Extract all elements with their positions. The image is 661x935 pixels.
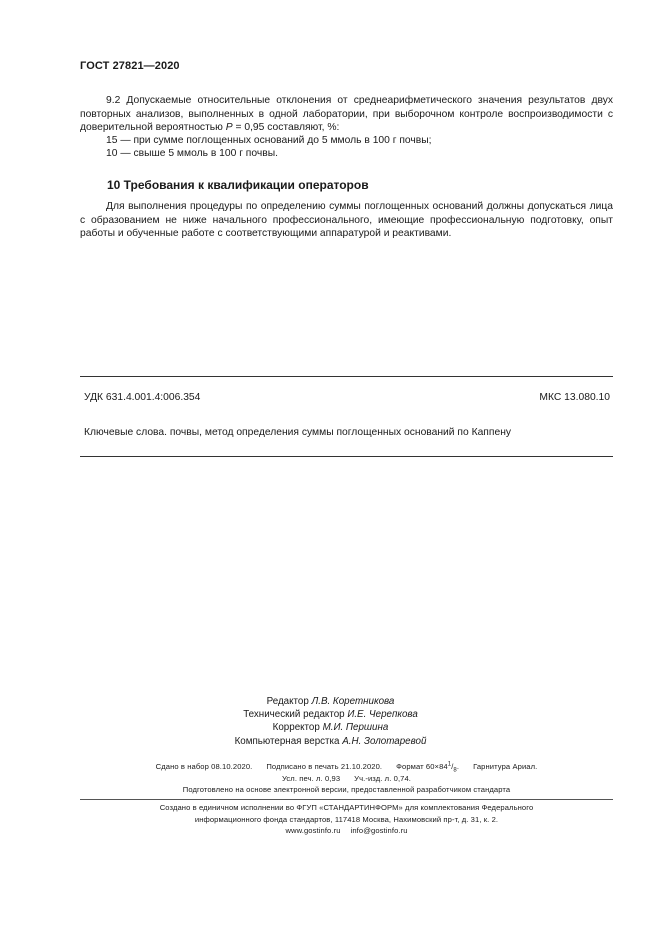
imprint-block (80, 761, 613, 796)
imprint-line-2 (80, 773, 613, 785)
typeface: Гарнитура Ариал. (473, 762, 538, 771)
credit-editor: Редактор Л.В. Коретникова (266, 696, 395, 707)
section-10-title: 10 Требования к квалификации операторов (107, 178, 369, 192)
credit-layout: Компьютерная верстка А.Н. Золотаревой (234, 735, 427, 747)
publisher-line-2: информационного фонда стандартов, 117418 Москва, Нахимовский пр-т, д. 31, к. 2. (194, 814, 499, 824)
editorial-credits (0, 695, 661, 748)
probability-value: = 0,95 составляют, %: (232, 122, 340, 134)
email-link[interactable]: info@gostinfo.ru (350, 826, 408, 836)
publishing-sheets: Уч.-изд. л. 0,74. (354, 773, 412, 783)
divider-bottom (80, 456, 613, 457)
credit-technical-editor: Технический редактор И.Е. Черепкова (243, 709, 418, 721)
udk-code: УДК 631.4.001.4:006.354 (84, 392, 201, 403)
imprint-divider (80, 799, 613, 800)
page-header-standard-number: ГОСТ 27821—2020 (80, 60, 180, 72)
divider-top (80, 376, 613, 377)
keywords-line: Ключевые слова. почвы, метод определения суммы поглощенных оснований по Каппену (84, 427, 512, 438)
credit-proofreader: Корректор М.И. Першина (272, 722, 389, 734)
publisher-contacts (80, 825, 613, 837)
paper-format: Формат $60\times 84^1/_8$. (396, 761, 460, 774)
probability-symbol: P (225, 122, 233, 134)
clause-9-2-paragraph (80, 94, 613, 135)
list-item: 15 — при сумме поглощенных оснований до 5 ммоль в 100 г почвы; (106, 135, 432, 146)
clause-9-2-text: 9.2 Допускаемые относительные отклонения от среднеарифметического значения результатов двух повторных анализов, выполненных в одной лаборатории, при выборочном контроле воспроизводимости с доверительной вероятностью (80, 95, 613, 134)
website-link[interactable]: www.gostinfo.ru (285, 826, 341, 836)
prepared-note: Подготовлено на основе электронной версии, предоставленной разработчиком стандарта (182, 785, 511, 795)
mks-code: МКС 13.080.10 (539, 392, 610, 403)
list-item: 10 — свыше 5 ммоль в 100 г почвы. (106, 148, 278, 159)
set-date: Сдано в набор 08.10.2020. (155, 762, 253, 771)
publisher-block (80, 802, 613, 837)
publisher-line-1: Создано в единичном исполнении во ФГУП «СТАНДАРТИНФОРМ» для комплектования Федерального (159, 803, 534, 812)
print-sheets: Усл. печ. л. 0,93 (281, 773, 341, 783)
section-10-paragraph: Для выполнения процедуры по определению суммы поглощенных оснований должны допускаться лица с образованием не ниже начального профессионального, имеющие профессиональную подготовку, опыт работы и обученные работе с соответствующими аппаратурой и реактивами. (80, 201, 613, 240)
sign-date: Подписано в печать 21.10.2020. (266, 762, 383, 771)
imprint-line-1 (80, 761, 613, 773)
